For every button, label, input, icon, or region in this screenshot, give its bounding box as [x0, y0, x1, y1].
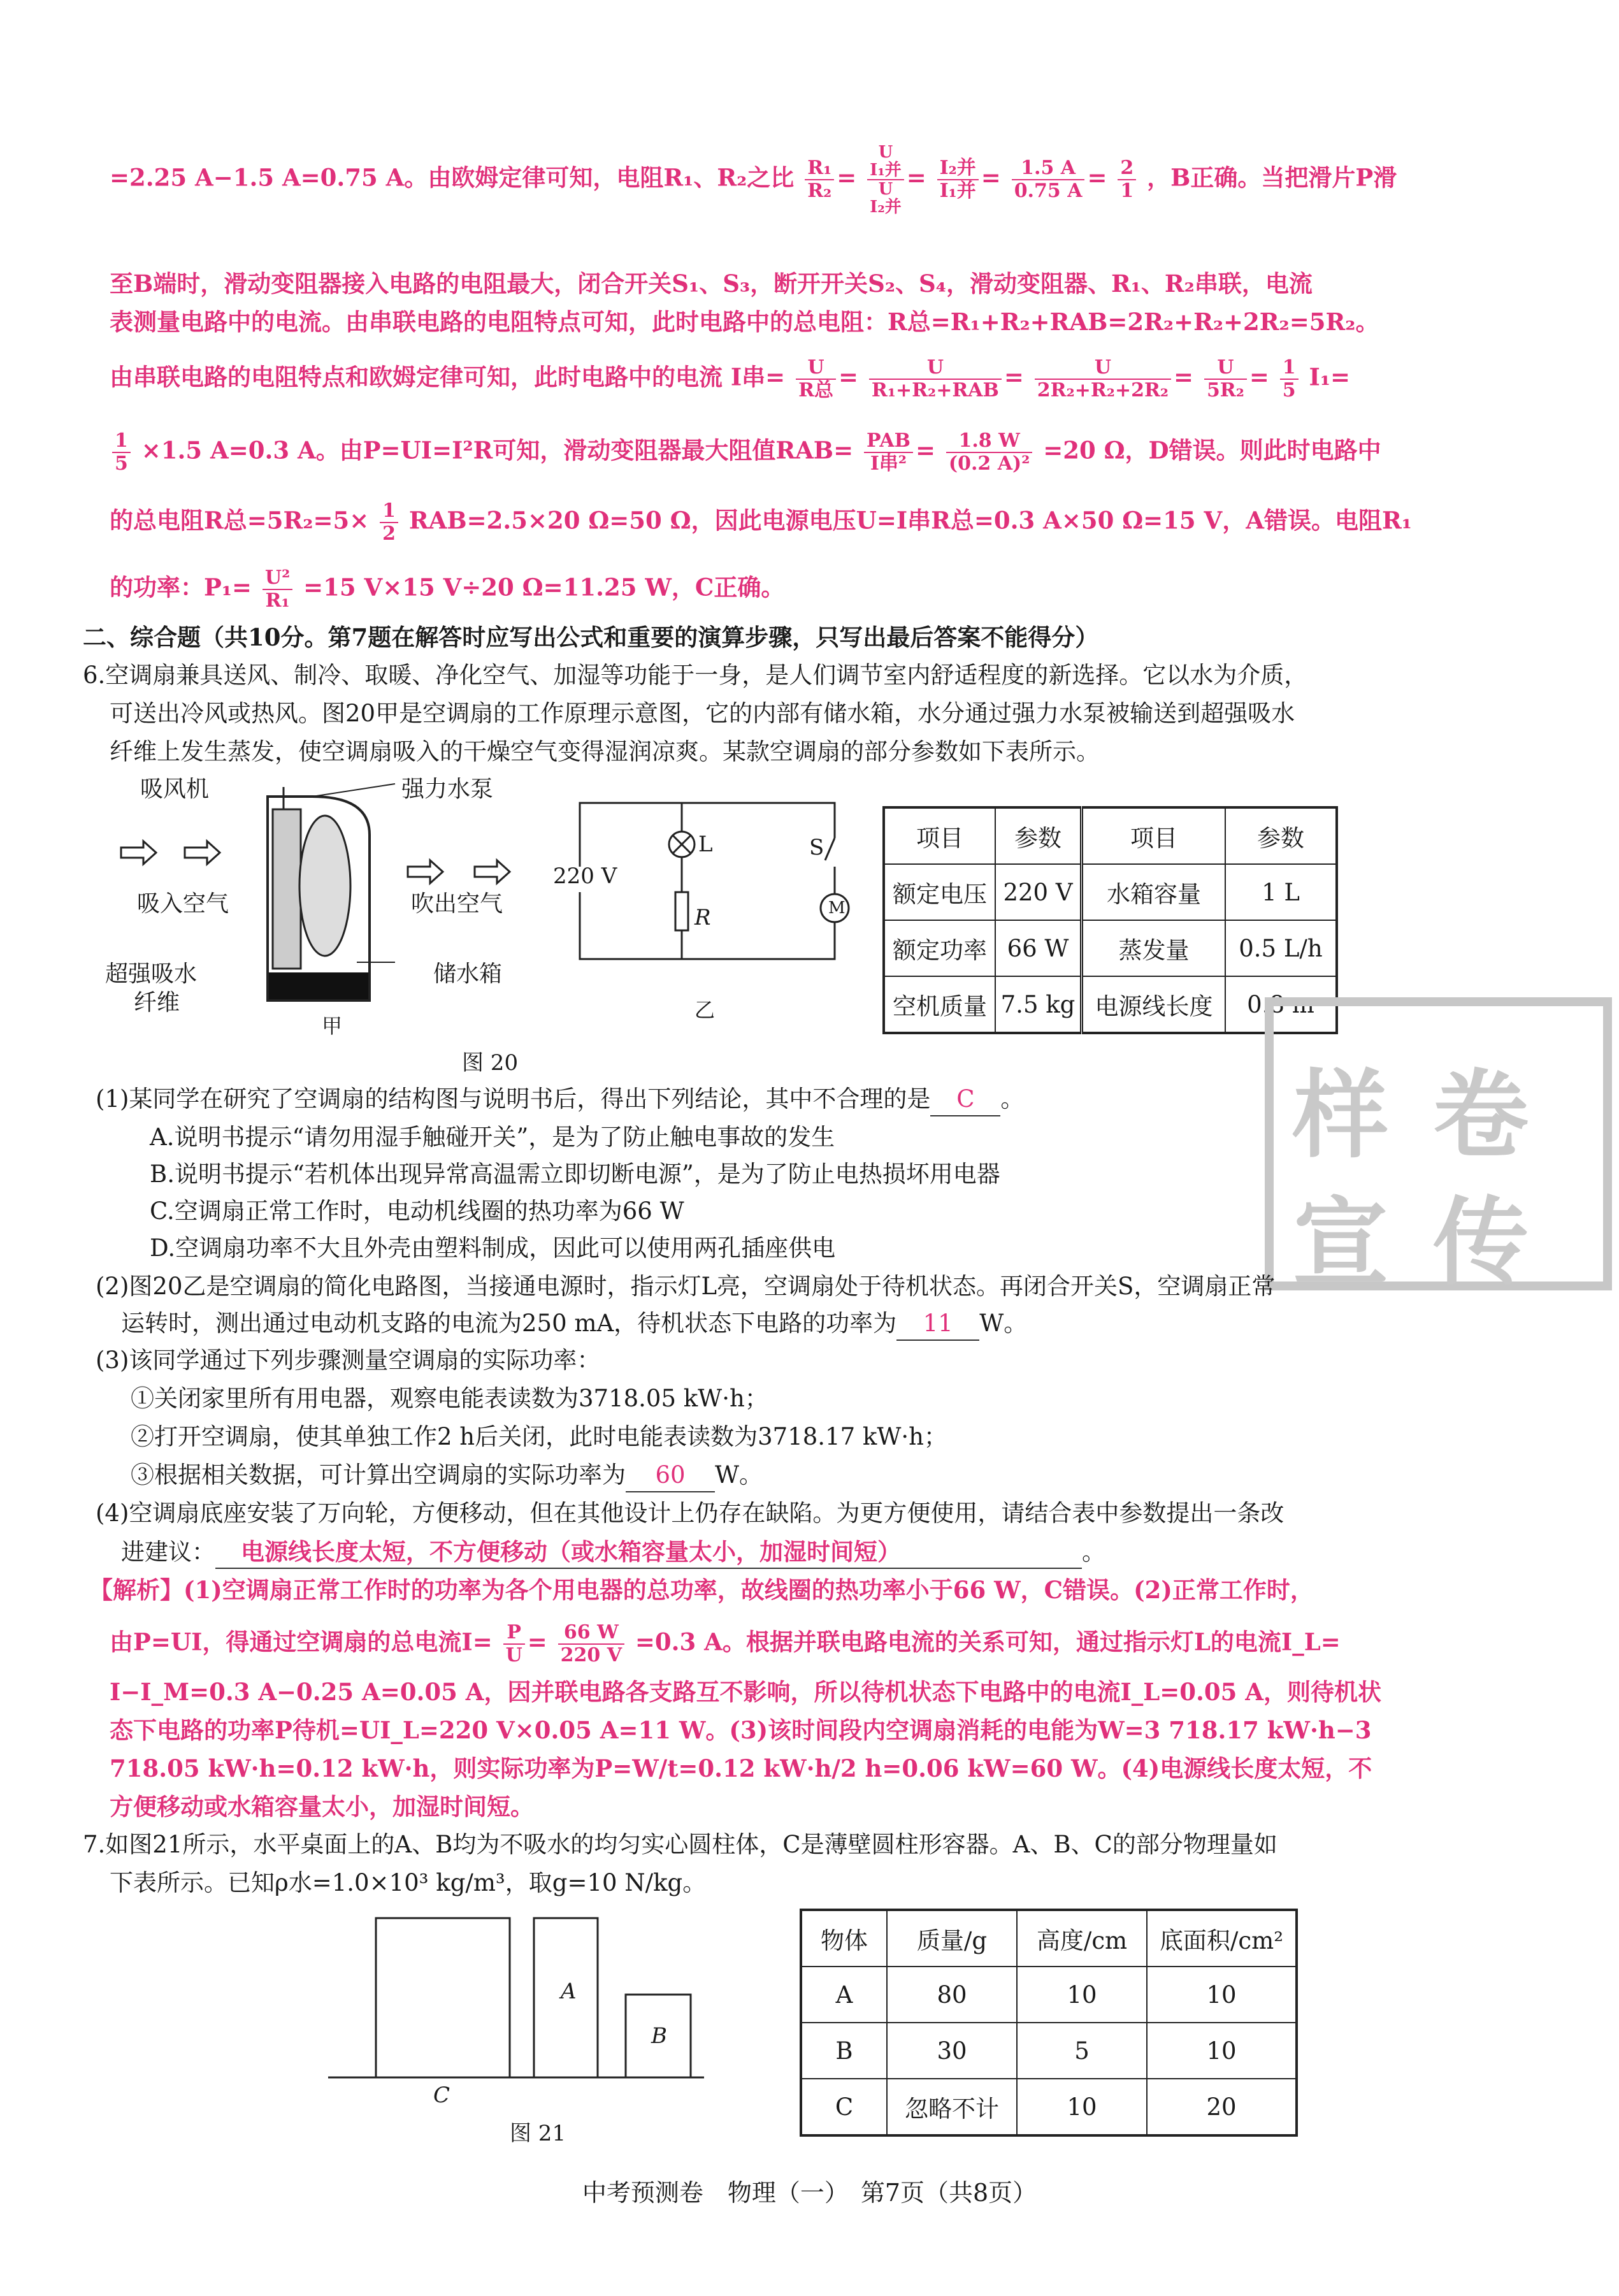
table-row: 空机质量 7.5 kg 电源线长度 0.8 m	[884, 976, 1337, 1033]
container-c-shape	[376, 1918, 510, 2077]
table-row: B 30 5 10	[801, 2023, 1297, 2079]
table-header-row: 项目 参数 项目 参数	[884, 807, 1337, 864]
fan-shape	[299, 816, 350, 956]
label-fiber-2: 纤维	[134, 990, 180, 1016]
q7-line-2: 下表所示。已知ρ水=1.0×10³ kg/m³，取g=10 N/kg。	[110, 1869, 707, 1896]
sample-stamp: 样 卷 宣 传	[1265, 997, 1612, 1290]
analysis-line-1: 【解析】(1)空调扇正常工作时的功率为各个用电器的总功率，故线圈的热功率小于66 W，C错误。(2)正常工作时，	[89, 1576, 1314, 1604]
label-resistor: R	[694, 905, 711, 930]
answer-field: 电源线长度太短，不方便移动（或水箱容量太小，加湿时间短）	[215, 1536, 1082, 1569]
q6-part-2a: (2)图20乙是空调扇的简化电路图，当接通电源时，指示灯L亮，空调扇处于待机状态。再闭合开关S，空调扇正常	[96, 1273, 1276, 1300]
answer-field: C	[930, 1083, 1000, 1116]
resistor-icon	[675, 892, 688, 930]
label-pump: 强力水泵	[401, 776, 494, 802]
q6-part-4b: 进建议： 电源线长度太短，不方便移动（或水箱容量太小，加湿时间短） 。	[121, 1536, 1105, 1569]
label-motor: M	[828, 899, 845, 918]
fraction-r1-r2: $\frac{\text{R₁}}{\text{R₂}}$	[805, 157, 834, 202]
fraction-ratio: $\frac{2}{1}$	[1118, 157, 1136, 202]
q7-line-1: 7.如图21所示，水平桌面上的A、B均为不吸水的均匀实心圆柱体，C是薄壁圆柱形容器。A、B、C的部分物理量如	[83, 1831, 1277, 1858]
q6-part-4a: (4)空调扇底座安装了万向轮，方便移动，但在其他设计上仍存在缺陷。为更方便使用，请结合表中参数提出一条改	[96, 1499, 1284, 1527]
table-row: A 80 10 10	[801, 1967, 1297, 2023]
table-row: C 忽略不计 10 20	[801, 2079, 1297, 2135]
solution-line-5: $\frac{1}{5}$ ×1.5 A=0.3 A。由P=UI=I²R可知，滑动变阻器最大阻值RAB= $\frac{\text{PAB}}{\text{I串²}}$ = $\frac{1.8 W}{\text{(0.2 A)²}}$ =20 Ω，D错误。则此时电路中	[110, 430, 1381, 475]
solution-line-3: 表测量电路中的电流。由串联电路的电阻特点可知，此时电路中的总电阻：R总=R₁+R₂+RAB=2R₂+R₂+2R₂=5R₂。	[110, 308, 1379, 336]
tank-shape	[269, 972, 368, 999]
q6-step-3: ③根据相关数据，可计算出空调扇的实际功率为 60 W。	[131, 1459, 763, 1492]
option-a: A.说明书提示“请勿用湿手触碰开关”，是为了防止触电事故的发生	[150, 1123, 835, 1151]
label-b: B	[651, 2023, 667, 2049]
analysis-tag: 【解析】	[89, 1576, 183, 1604]
q6-part-2b: 运转时，测出通过电动机支路的电流为250 mA，待机状态下电路的功率为 11 W。	[121, 1308, 1027, 1341]
table-row: 额定电压 220 V 水箱容量 1 L	[884, 864, 1337, 920]
option-c: C.空调扇正常工作时，电动机线圈的热功率为66 W	[150, 1197, 684, 1225]
q6-part-1: (1)某同学在研究了空调扇的结构图与说明书后，得出下列结论，其中不合理的是 C 。	[96, 1083, 1024, 1116]
label-fan: 吸风机	[140, 776, 210, 802]
label-a: A	[561, 1979, 577, 2004]
analysis-line-3: I−I_M=0.3 A−0.25 A=0.05 A，因并联电路各支路互不影响，所以待机状态下电路中的电流I_L=0.05 A，则待机状	[110, 1678, 1381, 1706]
solution-line-2: 至B端时，滑动变阻器接入电路的电阻最大，闭合开关S₁、S₃，断开开关S₂、S₄，滑动变阻器、R₁、R₂串联，电流	[110, 270, 1313, 298]
label-lamp: L	[698, 832, 713, 857]
q6-line-3: 纤维上发生蒸发，使空调扇吸入的干燥空气变得湿润凉爽。某款空调扇的部分参数如下表所示。	[110, 738, 1100, 765]
q6-part-3: (3)该同学通过下列步骤测量空调扇的实际功率：	[96, 1347, 601, 1374]
label-tank: 储水箱	[433, 961, 503, 987]
q6-line-2: 可送出冷风或热风。图20甲是空调扇的工作原理示意图，它的内部有储水箱，水分通过强力水泵被输送到超强吸水	[110, 700, 1295, 727]
label-fiber-1: 超强吸水	[105, 961, 198, 987]
label-c: C	[433, 2083, 450, 2108]
fiber-shape	[273, 809, 301, 969]
q6-step-2: ②打开空调扇，使其单独工作2 h后关闭，此时电能表读数为3718.17 kW·h；	[131, 1423, 947, 1450]
q6-line-1: 6.空调扇兼具送风、制冷、取暖、净化空气、加湿等功能于一身，是人们调节室内舒适程度的新选择。它以水为介质，	[83, 661, 1308, 689]
solution-line-1: =2.25 A−1.5 A=0.75 A。由欧姆定律可知，电阻R₁、R₂之比 $\frac{\text{R₁}}{\text{R₂}}$ = U I₁并 U I₂并 = $\frac{\text{I₂并}}{\text{I₁并}}$ = $\frac{1.5 A}{0.75 A}$ = $\frac{2}{1}$ ，B正确。当把滑片P滑	[110, 143, 1397, 217]
analysis-line-2: 由P=UI，得通过空调扇的总电流I= $\frac{P}{U}$ = $\frac{66 W}{220 V}$ =0.3 A。根据并联电路电流的关系可知，通过指示灯L的电流I_L=	[110, 1621, 1341, 1666]
fraction-u-i1: U I₁并 U I₂并	[867, 143, 904, 216]
figure-21-caption: 图 21	[510, 2121, 566, 2146]
analysis-line-6: 方便移动或水箱容量太小，加湿时间短。	[110, 1793, 534, 1821]
fraction-i2-i1: $\frac{\text{I₂并}}{\text{I₁并}}$	[937, 157, 979, 202]
arrow-in-icon	[121, 841, 220, 864]
q7-object-table	[800, 1909, 1298, 2137]
solution-line-7: 的功率：P₁= $\frac{\text{U²}}{\text{R₁}}$ =15 V×15 V÷20 Ω=11.25 W，C正确。	[110, 567, 785, 612]
section-heading: 二、综合题（共10分。第7题在解答时应写出公式和重要的演算步骤，只写出最后答案不能得分）	[83, 623, 1099, 651]
table-header-row: 物体 质量/g 高度/cm 底面积/cm²	[801, 1910, 1297, 1967]
answer-field: 60	[626, 1459, 715, 1492]
solution-line-6: 的总电阻R总=5R₂=5× $\frac{1}{2}$ RAB=2.5×20 Ω=50 Ω，因此电源电压U=I串R总=0.3 A×50 Ω=15 V，A错误。电阻R₁	[110, 500, 1412, 545]
option-b: B.说明书提示“若机体出现异常高温需立即切断电源”，是为了防止电热损坏用电器	[150, 1160, 1000, 1188]
label-jia: 甲	[322, 1014, 343, 1038]
label-voltage: 220 V	[553, 863, 617, 889]
label-yi: 乙	[694, 998, 716, 1022]
analysis-line-4: 态下电路的功率P待机=UI_L=220 V×0.05 A=11 W。(3)该时间段内空调扇消耗的电能为W=3 718.17 kW·h−3	[110, 1716, 1372, 1744]
label-out-air: 吹出空气	[411, 891, 503, 917]
answer-field: 11	[896, 1308, 979, 1341]
analysis-line-5: 718.05 kW·h=0.12 kW·h，则实际功率为P=W/t=0.12 kW·h/2 h=0.06 kW=60 W。(4)电源线长度太短，不	[110, 1754, 1372, 1782]
figure-20-caption: 图 20	[462, 1050, 519, 1076]
label-in-air: 吸入空气	[137, 891, 229, 917]
page-footer: 中考预测卷 物理（一） 第7页（共8页）	[582, 2179, 1037, 2207]
figure-21	[322, 1905, 717, 2097]
option-d: D.空调扇功率不大且外壳由塑料制成，因此可以使用两孔插座供电	[150, 1234, 836, 1262]
q6-step-1: ①关闭家里所有用电器，观察电能表读数为3718.05 kW·h；	[131, 1385, 768, 1412]
table-row: 额定功率 66 W 蒸发量 0.5 L/h	[884, 920, 1337, 976]
arrow-out-icon	[401, 854, 561, 905]
fraction-currents: $\frac{1.5 A}{0.75 A}$	[1012, 157, 1085, 202]
label-switch: S	[809, 835, 824, 860]
solution-line-4: 由串联电路的电阻特点和欧姆定律可知，此时电路中的电流 I串= $\frac{U}{\text{R总}}$ = $\frac{U}{\text{R₁+R₂+RAB}}$ = $\frac{U}{\text{2R₂+R₂+2R₂}}$ = $\frac{U}{\text{5R₂}}$ = $\frac{1}{5}$ I₁=	[110, 356, 1351, 401]
